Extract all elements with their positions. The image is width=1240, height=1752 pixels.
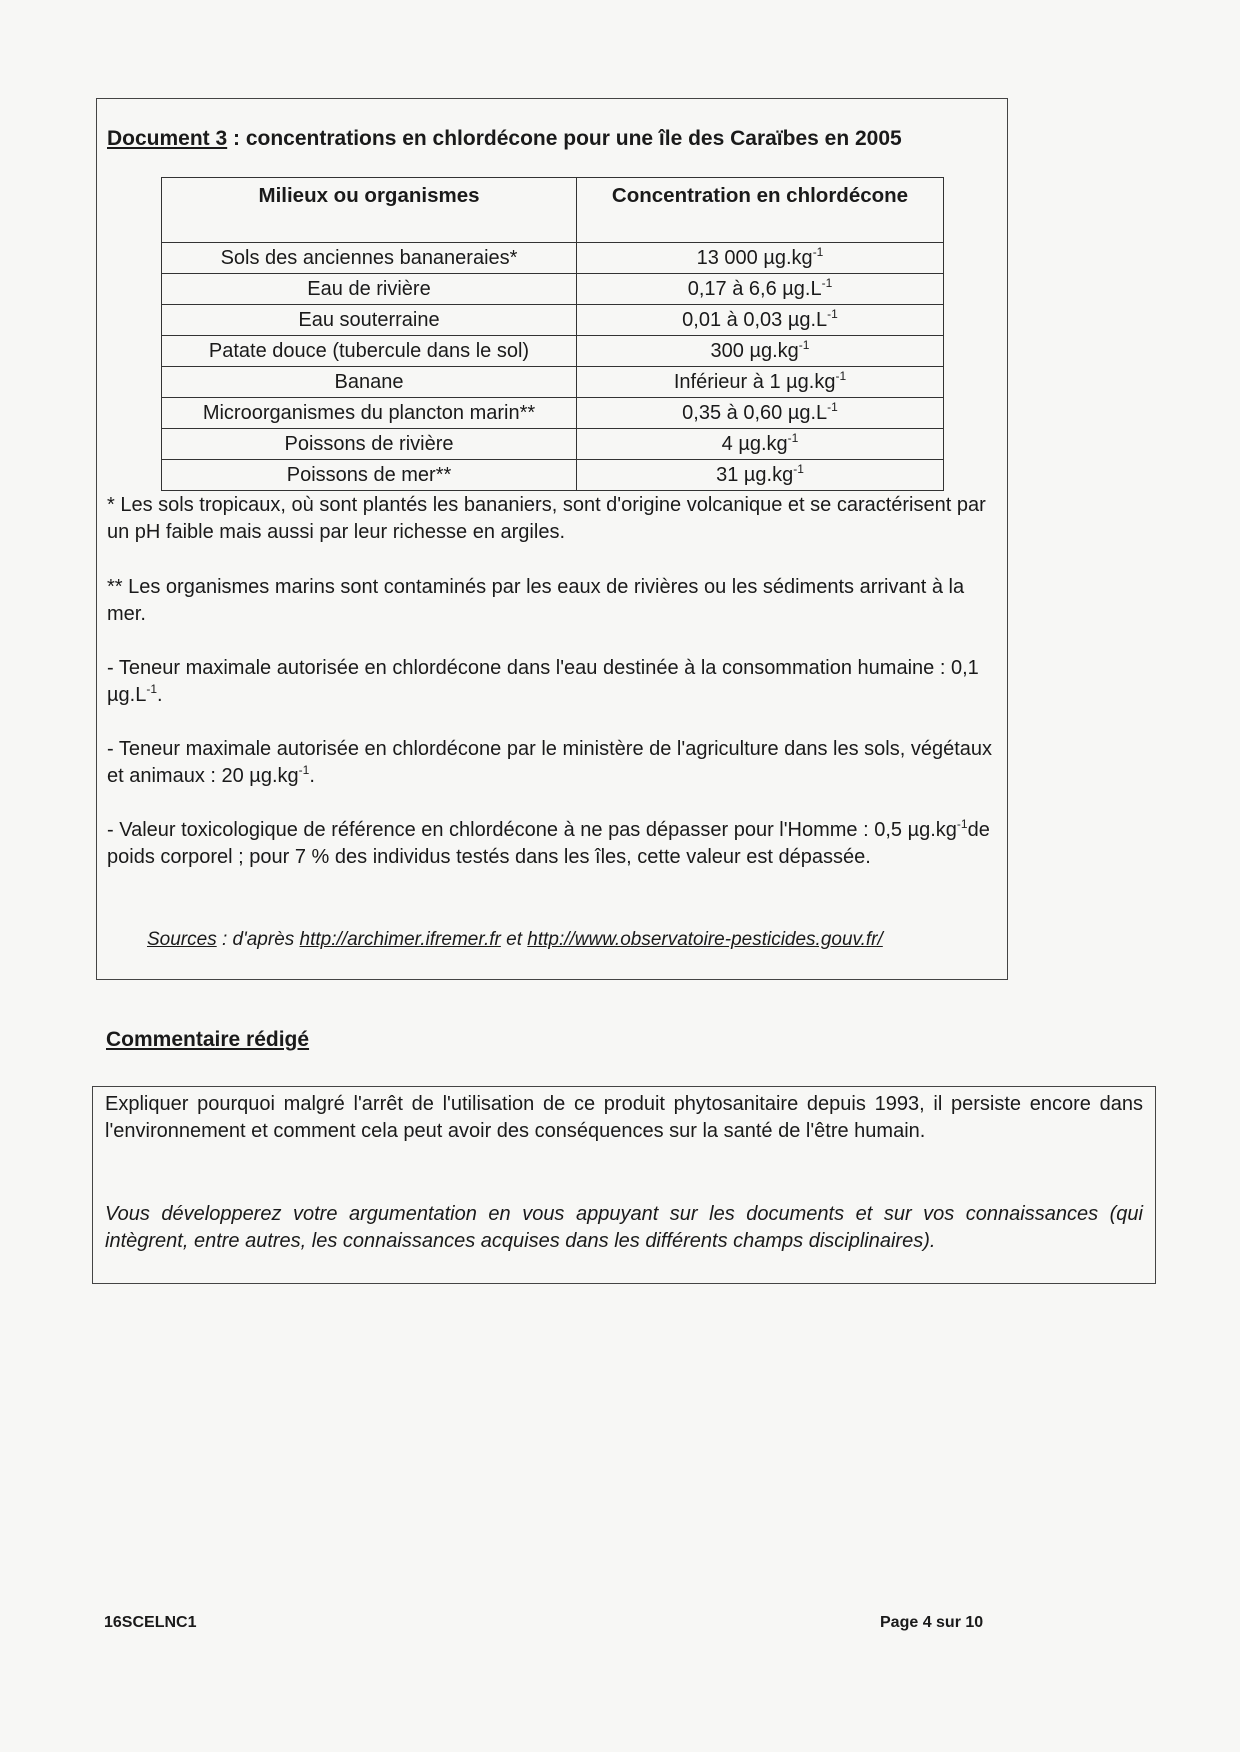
table-row xyxy=(162,336,944,367)
exponent: -1 xyxy=(146,682,157,696)
document-3-label: Document 3 xyxy=(107,127,228,150)
tox-text-end: de poids corporel ; pour 7 % des individus testés dans les îles, cette valeur est dépassée. xyxy=(107,819,990,868)
cell-medium: Eau souterraine xyxy=(162,305,577,336)
table-row xyxy=(162,460,944,491)
commentaire-instruction: Expliquer pourquoi malgré l'arrêt de l'utilisation de ce produit phytosanitaire depuis 1993, il persiste encore dans l'environnement et comment cela peut avoir des conséquences sur la santé de l'être humain. xyxy=(105,1093,1143,1142)
concentration-table xyxy=(161,177,944,491)
commentaire-guidance: Vous développerez votre argumentation en vous appuyant sur les documents et sur vos connaissances (qui intègrent, entre autres, les connaissances acquises dans les différents champs disciplinaires). xyxy=(105,1203,1143,1252)
exponent: -1 xyxy=(827,400,838,414)
sources-text: : d'après xyxy=(216,929,300,950)
exponent: -1 xyxy=(827,307,838,321)
cell-medium: Poissons de mer** xyxy=(162,460,577,491)
document-3-box xyxy=(96,98,1008,980)
toxicological-value xyxy=(107,817,999,871)
exponent: -1 xyxy=(821,276,833,290)
commentaire-box xyxy=(92,1086,1156,1284)
header-medium: Milieux ou organismes xyxy=(162,178,577,243)
table-row xyxy=(162,367,944,398)
limit-soil-end: . xyxy=(309,765,315,787)
sources-and: et xyxy=(500,929,528,950)
table-row xyxy=(162,398,944,429)
footer-code: 16SCELNC1 xyxy=(104,1614,197,1631)
document-3-title-text: : concentrations en chlordécone pour une île des Caraïbes en 2005 xyxy=(227,127,902,150)
table-row xyxy=(162,305,944,336)
commentaire-title: Commentaire rédigé xyxy=(106,1028,310,1051)
cell-concentration xyxy=(577,305,944,336)
value: Inférieur à 1 µg.kg xyxy=(673,371,836,393)
cell-concentration xyxy=(577,243,944,274)
cell-concentration xyxy=(577,429,944,460)
table-row xyxy=(162,243,944,274)
limit-soil xyxy=(107,736,999,790)
exponent: -1 xyxy=(798,338,810,352)
limit-water xyxy=(107,655,999,709)
cell-concentration xyxy=(577,336,944,367)
exponent: -1 xyxy=(793,462,804,476)
sources-label: Sources xyxy=(147,929,217,950)
cell-medium: Microorganismes du plancton marin** xyxy=(162,398,577,429)
limit-soil-text: - Teneur maximale autorisée en chlordécone par le ministère de l'agriculture dans les sols, végétaux et animaux : 20 µg.kg xyxy=(107,738,993,787)
exponent: -1 xyxy=(835,369,847,383)
note-marine: ** Les organismes marins sont contaminés par les eaux de rivières ou les sédiments arrivant à la mer. xyxy=(107,576,965,625)
limit-water-text: - Teneur maximale autorisée en chlordécone dans l'eau destinée à la consommation humaine : 0,1 µg.L xyxy=(107,657,979,706)
exponent: -1 xyxy=(298,763,310,777)
note-soils: * Les sols tropicaux, où sont plantés les bananiers, sont d'origine volcanique et se caractérisent par un pH faible mais aussi par leur richesse en argiles. xyxy=(107,494,986,543)
document-3-title xyxy=(107,127,902,151)
limit-water-end: . xyxy=(157,684,163,706)
cell-concentration xyxy=(577,367,944,398)
table-row xyxy=(162,429,944,460)
value: 0,01 à 0,03 µg.L xyxy=(682,309,828,331)
footer-page-number: Page 4 sur 10 xyxy=(880,1614,984,1631)
exponent: -1 xyxy=(787,431,799,445)
value: 31 µg.kg xyxy=(716,464,794,486)
value: 4 µg.kg xyxy=(721,433,788,455)
sources-line xyxy=(147,929,883,951)
cell-medium: Eau de rivière xyxy=(162,274,577,305)
value: 300 µg.kg xyxy=(710,340,799,362)
cell-medium: Banane xyxy=(162,367,577,398)
exponent: -1 xyxy=(956,817,968,831)
cell-medium: Sols des anciennes bananeraies* xyxy=(162,243,577,274)
table-header-row xyxy=(162,178,944,243)
cell-concentration xyxy=(577,460,944,491)
value: 0,17 à 6,6 µg.L xyxy=(687,278,822,300)
exponent: -1 xyxy=(812,245,824,259)
cell-medium: Poissons de rivière xyxy=(162,429,577,460)
tox-text: - Valeur toxicologique de référence en chlordécone à ne pas dépasser pour l'Homme : 0,5 µg.kg xyxy=(107,819,957,841)
cell-medium: Patate douce (tubercule dans le sol) xyxy=(162,336,577,367)
cell-concentration xyxy=(577,398,944,429)
source-link-ifremer[interactable]: http://archimer.ifremer.fr xyxy=(299,929,501,950)
source-link-observatoire[interactable]: http://www.observatoire-pesticides.gouv.fr/ xyxy=(527,929,883,950)
header-concentration: Concentration en chlordécone xyxy=(577,178,944,243)
value: 0,35 à 0,60 µg.L xyxy=(682,402,828,424)
cell-concentration xyxy=(577,274,944,305)
value: 13 000 µg.kg xyxy=(696,247,813,269)
table-row xyxy=(162,274,944,305)
